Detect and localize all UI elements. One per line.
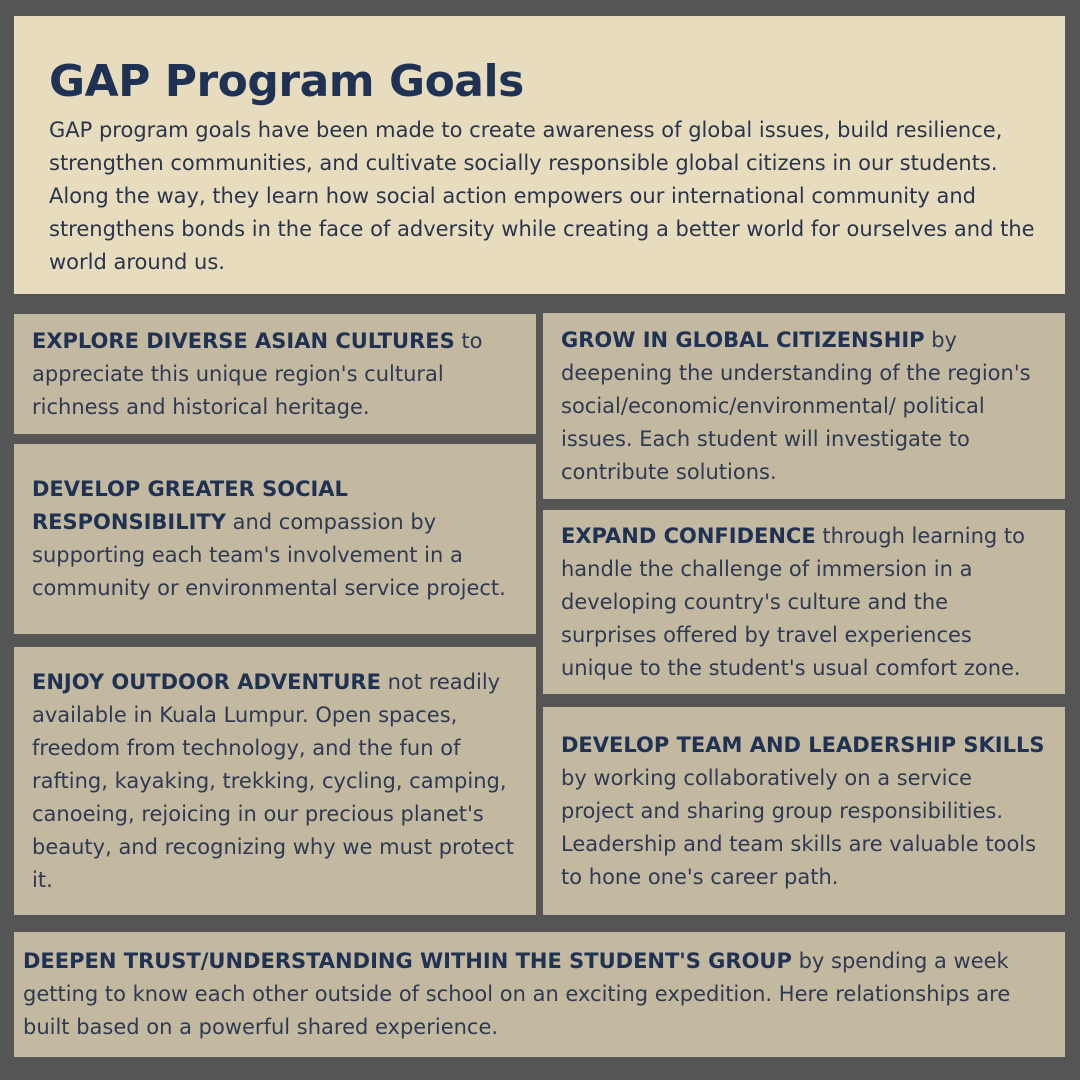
goal-card-outdoor-adventure (14, 647, 536, 915)
goal-heading: ENJOY OUTDOOR ADVENTURE (32, 669, 381, 694)
goal-description: by working collaboratively on a service project and sharing group responsibilities. Leadership and team skills are valuable tools to hone one's career path. (561, 765, 1037, 889)
goal-card-deepen-trust (14, 932, 1065, 1057)
goal-description: and compassion by supporting each team's involvement in a community or environmental service project. (32, 510, 506, 600)
goal-card-team-leadership (543, 707, 1065, 915)
goal-text (561, 520, 1049, 685)
intro-paragraph: GAP program goals have been made to create awareness of global issues, build resilience, strengthen communities, and cultivate socially responsible global citizens in our students. Along the way, they learn how social action empowers our international community and strengthens bonds in the face of adversity while creating a better world for ourselves and the world around us. (49, 118, 1035, 274)
goal-card-expand-confidence (543, 510, 1065, 694)
goal-description: by spending a week getting to know each other outside of school on an exciting expedition. Here relationships are built based on a powerful shared experience. (23, 949, 1011, 1039)
goal-text (23, 945, 1051, 1044)
goal-heading: EXPAND CONFIDENCE (561, 523, 816, 548)
goal-text (561, 729, 1049, 894)
goal-heading: EXPLORE DIVERSE ASIAN CULTURES (32, 328, 455, 353)
goal-heading: DEVELOP TEAM AND LEADERSHIP SKILLS (561, 732, 1045, 757)
goal-text (561, 324, 1049, 489)
goal-heading: GROW IN GLOBAL CITIZENSHIP (561, 327, 925, 352)
page-title: GAP Program Goals (49, 56, 524, 107)
goal-description: through learning to handle the challenge of immersion in a developing country's culture and the surprises offered by travel experiences unique to the student's usual comfort zone. (561, 523, 1025, 680)
goal-description: by deepening the understanding of the region's social/economic/environmental/ political issues. Each student will investigate to contribute solutions. (561, 327, 1031, 484)
goal-card-social-responsibility (14, 444, 536, 634)
goal-description: to appreciate this unique region's cultural richness and historical heritage. (32, 328, 483, 419)
goal-heading: DEEPEN TRUST/UNDERSTANDING WITHIN THE STUDENT'S GROUP (23, 949, 792, 973)
goal-text (32, 473, 520, 605)
goal-text (32, 325, 520, 424)
header-panel (14, 16, 1065, 294)
goal-card-global-citizenship (543, 313, 1065, 499)
goal-card-explore-cultures (14, 314, 536, 434)
goal-heading: DEVELOP GREATER SOCIAL RESPONSIBILITY (32, 477, 348, 534)
goal-text (32, 666, 520, 897)
goal-description: not readily available in Kuala Lumpur. Open spaces, freedom from technology, and the fun of rafting, kayaking, trekking, cycling, camping, canoeing, rejoicing in our precious planet's beauty, and recognizing why we must protect it. (32, 669, 515, 892)
